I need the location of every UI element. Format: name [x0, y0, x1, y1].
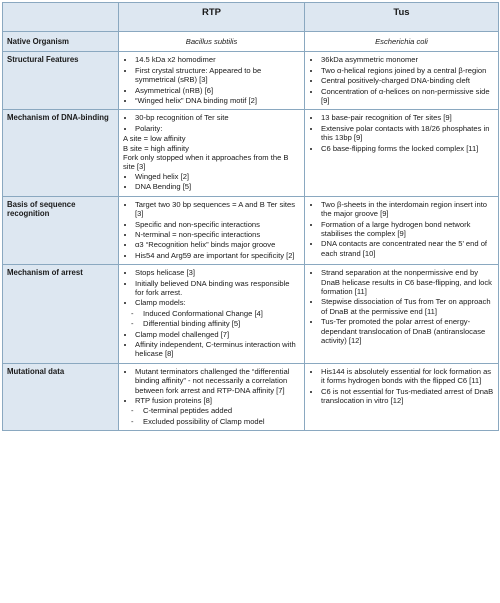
rtp-binding-list-b [123, 172, 300, 192]
header-row [3, 3, 499, 32]
tus-binding-list [309, 113, 494, 153]
rtp-structure-list [123, 55, 300, 105]
list-item: • Stops helicase [3] [135, 268, 300, 277]
list-item: • His144 is absolutely essential for lock formation as it forms hydrogen bonds with the flipped C6 [11] [321, 367, 494, 386]
rtp-arrest-cell [119, 265, 305, 364]
row-sequence-recognition [3, 196, 499, 264]
row-mechanism-arrest [3, 265, 499, 364]
list-item: • 30-bp recognition of Ter site [135, 113, 300, 122]
tus-arrest-cell [305, 265, 499, 364]
list-item: • Concentration of α-helices on non-permissive side [9] [321, 87, 494, 106]
list-item: • First crystal structure: Appeared to be symmetrical (sRB) [3] [135, 66, 300, 85]
row-mechanism-dna-binding [3, 110, 499, 196]
list-item: • Extensive polar contacts with 18/26 phosphates in this 13bp [9] [321, 124, 494, 143]
list-item: - C-terminal peptides added [143, 406, 300, 415]
list-item: • N-terminal = non-specific interactions [135, 230, 300, 239]
row-label: Structural Features [3, 52, 119, 110]
row-label: Mutational data [3, 363, 119, 430]
row-label: Basis of sequence recognition [3, 196, 119, 264]
list-item: • Winged helix [2] [135, 172, 300, 181]
list-item: • Two β-sheets in the interdomain region insert into the major groove [9] [321, 200, 494, 219]
list-item: • Initially believed DNA binding was responsible for fork arrest. [135, 279, 300, 298]
row-label: Mechanism of arrest [3, 265, 119, 364]
row-label: Native Organism [3, 32, 119, 52]
list-item: • Two α-helical regions joined by a central β-region [321, 66, 494, 75]
tus-structure-list [309, 55, 494, 105]
rtp-sequence-cell [119, 196, 305, 264]
list-item: • Mutant terminators challenged the “differential binding affinity” - not necessarily a correlation between fork arrest and RTP-DNA affinity [7] [135, 367, 300, 395]
list-item: - Excluded possibility of Clamp model [143, 417, 300, 426]
list-item: • Specific and non-specific interactions [135, 220, 300, 229]
list-item: - Differential binding affinity [5] [143, 319, 300, 328]
header-rtp: RTP [119, 3, 305, 32]
list-item: • Formation of a large hydrogen bond network stabilises the complex [9] [321, 220, 494, 239]
list-item: • DNA Bending [5] [135, 182, 300, 191]
list-item: • Clamp model challenged [7] [135, 330, 300, 339]
rtp-arrest-list-a [123, 268, 300, 308]
list-item: • His54 and Arg59 are important for specificity [2] [135, 251, 300, 260]
text-line: A site = low affinity [123, 134, 186, 144]
tus-arrest-list [309, 268, 494, 345]
list-item: • DNA contacts are concentrated near the 5’ end of each strand [10] [321, 239, 494, 258]
list-item: • C6 is not essential for Tus-mediated arrest of DnaB translocation in vitro [12] [321, 387, 494, 406]
list-item: - Induced Conformational Change [4] [143, 309, 300, 318]
rtp-mutational-cell [119, 363, 305, 430]
rtp-binding-cell [119, 110, 305, 196]
row-mutational-data [3, 363, 499, 430]
tus-binding-cell [305, 110, 499, 196]
rtp-sequence-list [123, 200, 300, 260]
list-item: • C6 base-flipping forms the locked complex [11] [321, 144, 494, 153]
list-item: • 13 base-pair recognition of Ter sites [9] [321, 113, 494, 122]
rtp-binding-lines [123, 134, 300, 172]
tus-organism: Escherichia coli [305, 32, 499, 52]
list-item: • Central positively-charged DNA-binding cleft [321, 76, 494, 85]
text-line: Fork only stopped when it approaches from the B site [3] [123, 153, 289, 172]
list-item: • RTP fusion proteins [8] [135, 396, 300, 405]
list-item: • Polarity: [135, 124, 300, 133]
header-empty-cell [3, 3, 119, 32]
tus-structure-cell [305, 52, 499, 110]
list-item: • 14.5 kDa x2 homodimer [135, 55, 300, 64]
list-item: • Tus-Ter promoted the polar arrest of energy-dependant translocation of DnaB (antiranslocase activity) [12] [321, 317, 494, 345]
list-item: • 36kDa asymmetric monomer [321, 55, 494, 64]
rtp-tus-comparison-table [2, 2, 499, 431]
header-tus: Tus [305, 3, 499, 32]
tus-sequence-list [309, 200, 494, 258]
rtp-mutational-list-a [123, 367, 300, 406]
rtp-mutational-sublist [123, 406, 300, 426]
text-line: B site = high affinity [123, 143, 189, 153]
row-label: Mechanism of DNA-binding [3, 110, 119, 196]
list-item: • Clamp models: [135, 298, 300, 307]
tus-mutational-list [309, 367, 494, 406]
tus-sequence-cell [305, 196, 499, 264]
list-item: • α3 “Recognition helix” binds major groove [135, 240, 300, 249]
list-item: • Asymmetrical (nRB) [6] [135, 86, 300, 95]
list-item: • Affinity independent, C-terminus interaction with helicase [8] [135, 340, 300, 359]
rtp-arrest-list-b [123, 330, 300, 359]
list-item: • Strand separation at the nonpermissive end by DnaB helicase results in C6 base-flipping, and lock formation [11] [321, 268, 494, 296]
row-structural-features [3, 52, 499, 110]
rtp-structure-cell [119, 52, 305, 110]
list-item: • “Winged helix” DNA binding motif [2] [135, 96, 300, 105]
rtp-organism: Bacillus subtilis [119, 32, 305, 52]
tus-mutational-cell [305, 363, 499, 430]
row-native-organism [3, 32, 499, 52]
list-item: • Stepwise dissociation of Tus from Ter on approach of DnaB at the permissive end [11] [321, 297, 494, 316]
list-item: • Target two 30 bp sequences = A and B Ter sites [3] [135, 200, 300, 219]
rtp-binding-list-a [123, 113, 300, 133]
rtp-arrest-sublist [123, 309, 300, 329]
